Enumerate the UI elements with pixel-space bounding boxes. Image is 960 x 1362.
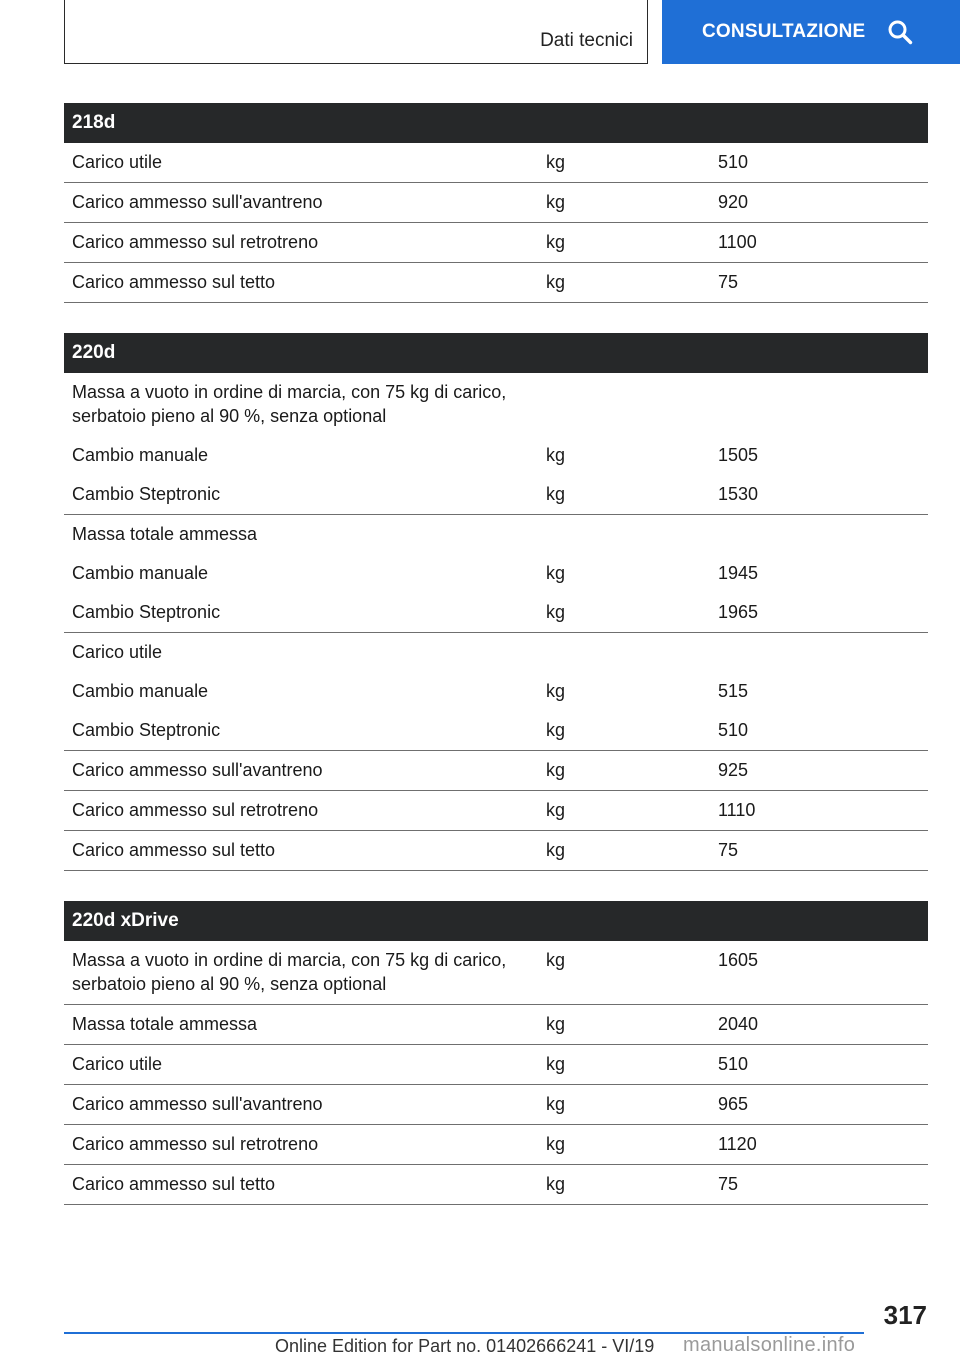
table-row — [64, 711, 928, 751]
table-header: 218d — [64, 103, 928, 143]
row-label: Carico ammesso sull'avantreno — [72, 192, 323, 212]
row-value: 75 — [718, 272, 739, 292]
row-value: 75 — [718, 1174, 739, 1194]
table-row — [64, 1045, 928, 1085]
row-label: Cambio Steptronic — [72, 484, 221, 504]
table-row — [64, 672, 928, 711]
row-unit: kg — [546, 760, 566, 780]
row-label: Carico ammesso sul retrotreno — [72, 800, 319, 820]
spec-table — [64, 103, 928, 303]
row-unit: kg — [546, 484, 566, 504]
row-label: Cambio Steptronic — [72, 720, 221, 740]
row-value: 515 — [718, 681, 749, 701]
row-label: Carico utile — [72, 1054, 163, 1074]
table-header: 220d — [64, 333, 928, 373]
row-label: Massa totale ammessa — [72, 524, 258, 544]
table-row — [64, 436, 928, 475]
table-row — [64, 515, 928, 554]
row-unit: kg — [546, 232, 566, 252]
row-value: 920 — [718, 192, 749, 212]
row-unit: kg — [546, 602, 566, 622]
spec-table — [64, 333, 928, 871]
row-label: Carico ammesso sul tetto — [72, 1174, 276, 1194]
table-row — [64, 183, 928, 223]
row-label: Carico ammesso sul retrotreno — [72, 1134, 319, 1154]
row-label: Massa a vuoto in ordine di marcia, con 75 kg di carico, serbatoio pieno al 90 %, senza optional — [72, 382, 507, 426]
row-unit: kg — [546, 1174, 566, 1194]
table-row — [64, 554, 928, 593]
row-unit: kg — [546, 1134, 566, 1154]
row-value: 1100 — [718, 232, 757, 252]
row-unit: kg — [546, 720, 566, 740]
row-label: Carico ammesso sul tetto — [72, 272, 276, 292]
spec-table — [64, 901, 928, 1205]
row-value — [710, 373, 928, 436]
row-label: Carico ammesso sul retrotreno — [72, 232, 319, 252]
row-value — [710, 515, 928, 554]
row-label: Cambio manuale — [72, 681, 209, 701]
table-row — [64, 223, 928, 263]
row-value: 510 — [718, 1054, 749, 1074]
spec-tables — [64, 103, 928, 1235]
row-label: Carico utile — [72, 642, 163, 662]
row-label: Massa totale ammessa — [72, 1014, 258, 1034]
row-label: Carico ammesso sull'avantreno — [72, 760, 323, 780]
row-unit: kg — [546, 445, 566, 465]
row-value: 1505 — [718, 445, 759, 465]
row-unit: kg — [546, 681, 566, 701]
row-unit: kg — [546, 950, 566, 970]
row-label: Massa a vuoto in ordine di marcia, con 75 kg di carico, serbatoio pieno al 90 %, senza optional — [72, 950, 507, 994]
table-row — [64, 143, 928, 183]
row-unit: kg — [546, 192, 566, 212]
table-row — [64, 633, 928, 672]
row-unit — [538, 633, 710, 672]
section-title: Dati tecnici — [540, 30, 633, 51]
row-value: 1120 — [718, 1134, 757, 1154]
page-number: 317 — [883, 1300, 927, 1330]
table-row — [64, 831, 928, 871]
table-row — [64, 373, 928, 436]
row-label: Cambio manuale — [72, 445, 209, 465]
row-unit — [538, 515, 710, 554]
edition-text: Online Edition for Part no. 01402666241 - VI/19 — [275, 1336, 655, 1356]
row-label: Cambio Steptronic — [72, 602, 221, 622]
consultazione-label: CONSULTAZIONE — [702, 21, 866, 42]
row-label: Cambio manuale — [72, 563, 209, 583]
row-unit: kg — [546, 1014, 566, 1034]
table-row — [64, 941, 928, 1005]
row-value: 925 — [718, 760, 749, 780]
row-value: 965 — [718, 1094, 749, 1114]
table-row — [64, 791, 928, 831]
row-label: Carico ammesso sul tetto — [72, 840, 276, 860]
row-unit: kg — [546, 840, 566, 860]
row-value: 2040 — [718, 1014, 759, 1034]
row-value: 75 — [718, 840, 739, 860]
row-value: 510 — [718, 152, 749, 172]
row-value: 510 — [718, 720, 749, 740]
table-row — [64, 1125, 928, 1165]
row-unit — [538, 373, 710, 436]
table-row — [64, 751, 928, 791]
row-unit: kg — [546, 1054, 566, 1074]
row-unit: kg — [546, 272, 566, 292]
header-section-box — [64, 0, 648, 64]
row-value: 1530 — [718, 484, 759, 504]
row-value: 1945 — [718, 563, 759, 583]
table-header: 220d xDrive — [64, 901, 928, 941]
row-value: 1605 — [718, 950, 759, 970]
table-row — [64, 593, 928, 633]
table-row — [64, 475, 928, 515]
table-row — [64, 263, 928, 303]
row-unit: kg — [546, 152, 566, 172]
search-icon — [887, 19, 913, 45]
consultazione-button[interactable] — [662, 0, 960, 64]
table-row — [64, 1165, 928, 1205]
table-row — [64, 1005, 928, 1045]
row-unit: kg — [546, 800, 566, 820]
table-row — [64, 1085, 928, 1125]
row-label: Carico utile — [72, 152, 163, 172]
row-label: Carico ammesso sull'avantreno — [72, 1094, 323, 1114]
row-unit: kg — [546, 563, 566, 583]
row-value: 1965 — [718, 602, 759, 622]
row-unit: kg — [546, 1094, 566, 1114]
watermark: manualsonline.info — [683, 1334, 856, 1356]
row-value: 1110 — [718, 800, 756, 820]
row-value — [710, 633, 928, 672]
